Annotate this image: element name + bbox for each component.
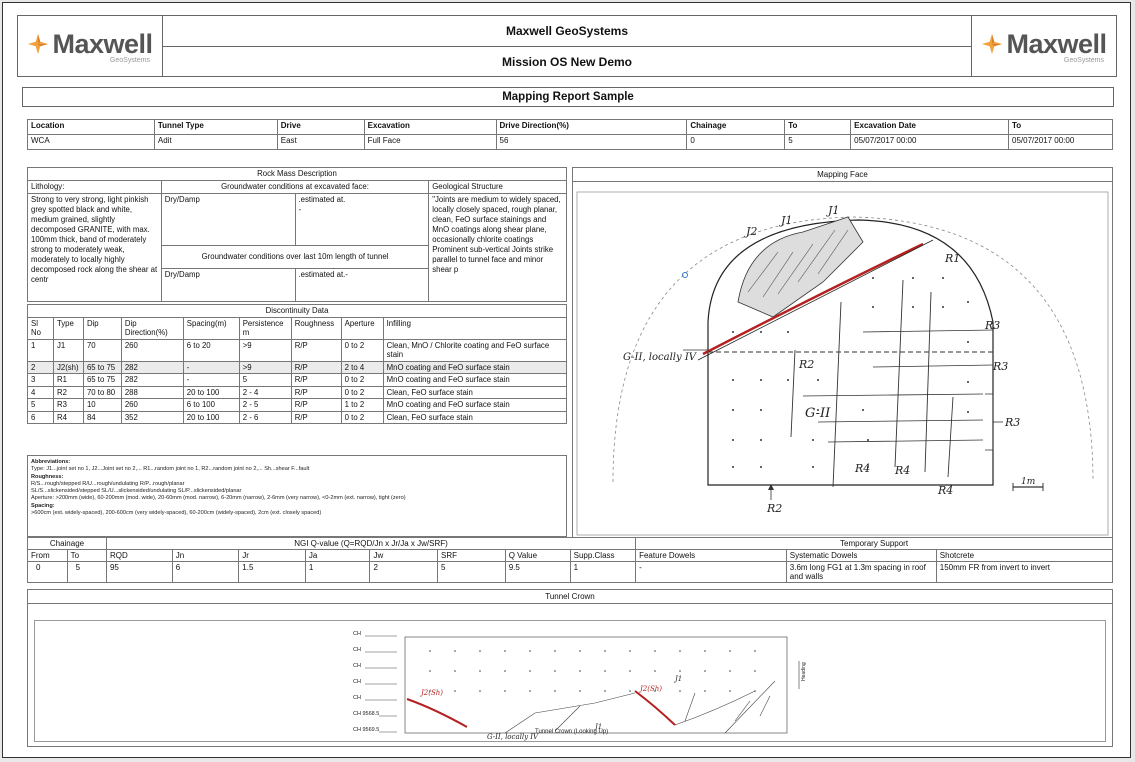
cell: 6 to 100	[183, 399, 239, 412]
cell: 0 to 2	[341, 374, 383, 387]
cell: 20 to 100	[183, 386, 239, 399]
crown-label: G-II, locally IV	[487, 733, 539, 741]
support-header: SRF	[438, 550, 506, 562]
cell: 352	[121, 411, 183, 424]
gw-est-value: -	[298, 205, 302, 214]
cell: R/P	[291, 361, 341, 374]
logo-sub: GeoSystems	[109, 56, 150, 64]
info-value: East	[277, 135, 364, 150]
cell: 2 - 6	[239, 411, 291, 424]
discontinuity-title: Discontinuity Data	[28, 305, 567, 318]
cell: R3	[53, 399, 83, 412]
cell: R1	[53, 374, 83, 387]
title-block	[163, 16, 971, 76]
sketch-label: R2	[767, 502, 783, 515]
support-value-row	[28, 562, 1113, 583]
support-header: To	[67, 550, 106, 562]
info-header: Excavation Date	[851, 120, 1009, 135]
abbr-title: Abbreviations:	[31, 459, 71, 465]
cell: >9	[239, 339, 291, 361]
info-value: WCA	[28, 135, 155, 150]
support-header: RQD	[106, 550, 172, 562]
disc-header: Dip Direction(%)	[121, 317, 183, 339]
report-header	[17, 15, 1117, 77]
disc-header: Roughness	[291, 317, 341, 339]
cell: 288	[121, 386, 183, 399]
ch-label: CH 9569.5	[353, 727, 380, 733]
sketch-label: R4	[855, 462, 871, 475]
cell: 260	[121, 399, 183, 412]
info-header: To	[785, 120, 851, 135]
support-header: Feature Dowels	[636, 550, 787, 562]
support-value: 6	[172, 562, 239, 583]
abbr-roughness: R/S...rough/stepped R/U...rough/undulating R/P...rough/planar	[31, 480, 185, 487]
cell: -	[183, 361, 239, 374]
info-value: 05/07/2017 00:00	[851, 135, 1009, 150]
ch-label: CH	[353, 631, 361, 637]
cell: R2	[53, 386, 83, 399]
cell: -	[183, 374, 239, 387]
cell: 2	[28, 361, 54, 374]
geo-structure-label: Geological Structure	[429, 181, 567, 194]
cell: 2 - 5	[239, 399, 291, 412]
support-value: 1	[570, 562, 635, 583]
cell: 2 - 4	[239, 386, 291, 399]
disc-header: Spacing(m)	[183, 317, 239, 339]
gw-excavated-value: Dry/Damp	[161, 194, 295, 246]
table-row	[28, 374, 567, 387]
sketch-label: R4	[938, 484, 954, 497]
crown-label: J2(Sh)	[640, 685, 663, 693]
cell: J1	[53, 339, 83, 361]
cell: Clean, FeO surface stain	[383, 411, 566, 424]
support-value: 5	[67, 562, 106, 583]
cell: 3	[28, 374, 54, 387]
abbr-aperture: Aperture: >200mm (wide), 60-200mm (mod. wide), 20-60mm (mod. narrow), 6-20mm (narrow), 2-6mm (very narrow), <0-2mm (ext. narrow), tight (zero)	[31, 495, 406, 502]
lithology-label: Lithology:	[28, 181, 162, 194]
cell: 70 to 80	[83, 386, 121, 399]
disc-header: Infilling	[383, 317, 566, 339]
mapping-face-sketch	[573, 182, 1112, 537]
cell: 260	[121, 339, 183, 361]
tunnel-crown-box	[34, 620, 1106, 742]
grid-dots	[429, 650, 756, 692]
cell: 10	[83, 399, 121, 412]
cell: 6 to 20	[183, 339, 239, 361]
cell: 20 to 100	[183, 411, 239, 424]
sketch-label: G-II, locally IV	[623, 352, 696, 363]
info-header: Chainage	[687, 120, 785, 135]
ch-label: CH	[353, 695, 361, 701]
support-header: Systematic Dowels	[786, 550, 936, 562]
cell: R/P	[291, 386, 341, 399]
support-table	[27, 537, 1113, 583]
lithology-text: Strong to very strong, light pinkish grey spotted black and white, medium grained, slightly decomposed GRANITE, with max. 100mm thick, band of moderately strong to moderately weak, moderately to locally highly decomposed rock along the shear at centr	[28, 194, 162, 302]
support-header: Ja	[305, 550, 370, 562]
cell: 65 to 75	[83, 374, 121, 387]
tunnel-crown-title: Tunnel Crown	[28, 590, 1112, 604]
cell: MnO coating and FeO surface stain	[383, 361, 566, 374]
support-header: From	[28, 550, 68, 562]
sketch-label: R3	[985, 319, 1001, 332]
cell: R/P	[291, 339, 341, 361]
crown-label: J1	[675, 675, 683, 683]
info-value: 5	[785, 135, 851, 150]
cell: 282	[121, 361, 183, 374]
info-value: Adit	[154, 135, 277, 150]
cell: 2 to 4	[341, 361, 383, 374]
mapping-face-panel	[572, 167, 1113, 538]
table-row	[28, 361, 567, 374]
support-value: 0	[28, 562, 68, 583]
cell: >9	[239, 361, 291, 374]
info-header: Excavation	[364, 120, 496, 135]
temp-support-title: Temporary Support	[636, 538, 1113, 550]
maxwell-star-icon	[981, 33, 1003, 55]
mapping-face-title: Mapping Face	[573, 168, 1112, 182]
gw-excavated-estimate	[295, 194, 429, 246]
table-row	[28, 339, 567, 361]
report-sheet	[2, 2, 1131, 758]
chainage-title: Chainage	[28, 538, 107, 550]
info-header: Drive	[277, 120, 364, 135]
maxwell-star-icon	[27, 33, 49, 55]
sketch-label: J2	[746, 225, 758, 238]
cell: Clean, FeO surface stain	[383, 386, 566, 399]
sketch-label: R3	[1005, 416, 1021, 429]
disc-header: Persistence m	[239, 317, 291, 339]
gw-last10-label: Groundwater conditions over last 10m length of tunnel	[161, 245, 428, 268]
support-value: 2	[370, 562, 438, 583]
cell: 1	[28, 339, 54, 361]
cell: 0 to 2	[341, 411, 383, 424]
ngi-title: NGI Q-value (Q=RQD/Jn x Jr/Ja x Jw/SRF)	[106, 538, 635, 550]
info-header: Drive Direction(%)	[496, 120, 687, 135]
logo-left	[18, 16, 163, 76]
discontinuity-header-row	[28, 317, 567, 339]
info-header: To	[1009, 120, 1113, 135]
cell: 282	[121, 374, 183, 387]
info-value-row	[28, 135, 1113, 150]
discontinuity-table	[27, 304, 567, 424]
disc-header: Type	[53, 317, 83, 339]
support-value: -	[636, 562, 787, 583]
cell: 0 to 2	[341, 386, 383, 399]
tunnel-crown-sketch	[35, 621, 1105, 741]
report-title: Mapping Report Sample	[22, 87, 1114, 107]
table-row	[28, 386, 567, 399]
rock-mass-panel	[27, 167, 567, 424]
logo-sub: GeoSystems	[1063, 56, 1104, 64]
support-header: Shotcrete	[936, 550, 1112, 562]
cell: R/P	[291, 399, 341, 412]
disc-header: Dip	[83, 317, 121, 339]
sketch-label: R3	[993, 360, 1009, 373]
info-value: Full Face	[364, 135, 496, 150]
cell: 4	[28, 386, 54, 399]
location-info-table	[27, 119, 1113, 150]
crown-label: J2(Sh)	[421, 689, 444, 697]
support-header: Jr	[239, 550, 306, 562]
info-header-row	[28, 120, 1113, 135]
gw-last10-estimate: .estimated at.-	[295, 269, 429, 302]
sketch-label: J1	[781, 214, 793, 227]
cell: MnO coating and FeO surface stain	[383, 374, 566, 387]
support-value: 1.5	[239, 562, 306, 583]
project-name: Mission OS New Demo	[163, 46, 971, 76]
cell: 6	[28, 411, 54, 424]
support-header-row	[28, 550, 1113, 562]
gw-excavated-label: Groundwater conditions at excavated face:	[161, 181, 428, 194]
abbr-spacing-label: Spacing:	[31, 502, 55, 509]
cell: 0 to 2	[341, 339, 383, 361]
table-row	[28, 399, 567, 412]
cell: R/P	[291, 374, 341, 387]
heading-label: Heading	[801, 662, 807, 681]
abbreviations-box	[27, 455, 567, 537]
ch-label: CH	[353, 647, 361, 653]
disc-header: Aperture	[341, 317, 383, 339]
table-row	[28, 411, 567, 424]
support-value: 95	[106, 562, 172, 583]
sketch-label: R4	[895, 464, 911, 477]
gw-last10-value: Dry/Damp	[161, 269, 295, 302]
support-value: 3.6m long FG1 at 1.3m spacing in roof and walls	[786, 562, 936, 583]
info-header: Location	[28, 120, 155, 135]
info-header: Tunnel Type	[154, 120, 277, 135]
abbr-type: Type: J1...joint set no 1, J2...Joint set no 2,... R1...random joint no 1, R2...random joint no 2,... Sh...shear F...fault	[31, 466, 310, 473]
cell: MnO coating and FeO surface stain	[383, 399, 566, 412]
sketch-label: J1	[828, 204, 840, 217]
support-value: 5	[438, 562, 506, 583]
cell: Clean, MnO / Chlorite coating and FeO surface stain	[383, 339, 566, 361]
cell: 5	[239, 374, 291, 387]
support-value: 9.5	[505, 562, 570, 583]
support-header: Q Value	[505, 550, 570, 562]
ch-label: CH	[353, 679, 361, 685]
cell: R4	[53, 411, 83, 424]
sketch-label: R1	[945, 252, 961, 265]
logo-right	[971, 16, 1116, 76]
logo-word: Maxwell	[52, 28, 153, 59]
support-value: 150mm FR from invert to invert	[936, 562, 1112, 583]
sketch-label: R2	[799, 358, 815, 371]
info-value: 0	[687, 135, 785, 150]
abbr-spacing: >600cm (ext. widely-spaced), 200-600cm (very widely-spaced), 60-200cm (widely-spaced), 2cm (ext. closely spaced)	[31, 510, 322, 517]
support-header: Jw	[370, 550, 438, 562]
sketch-label: G-II	[805, 406, 831, 421]
logo-word: Maxwell	[1006, 28, 1107, 59]
info-value: 05/07/2017 00:00	[1009, 135, 1113, 150]
support-header: Jn	[172, 550, 239, 562]
scale-label: 1m	[1021, 477, 1036, 487]
company-name: Maxwell GeoSystems	[505, 24, 629, 38]
info-value: 56	[496, 135, 687, 150]
cell: J2(sh)	[53, 361, 83, 374]
crown-label: J1	[595, 723, 603, 731]
crown-caption: Tunnel Crown (Looking Up)	[535, 729, 609, 735]
abbr-roughness2: SL/S...slickensided/stepped SL/U...slickensided/undulating SL/P...slickensided/planar	[31, 488, 242, 495]
rock-mass-table	[27, 167, 567, 302]
disc-header: Sl No	[28, 317, 54, 339]
cell: 84	[83, 411, 121, 424]
abbr-roughness-label: Roughness:	[31, 473, 64, 480]
cell: 65 to 75	[83, 361, 121, 374]
ch-label: CH	[353, 663, 361, 669]
support-header: Supp.Class	[570, 550, 635, 562]
ch-label: CH 9568.5	[353, 711, 380, 717]
tunnel-crown-panel	[27, 589, 1113, 747]
gw-est-label: .estimated at.	[298, 195, 346, 204]
rock-mass-title: Rock Mass Description	[28, 168, 567, 181]
cell: 70	[83, 339, 121, 361]
cell: R/P	[291, 411, 341, 424]
geo-structure-text: "Joints are medium to widely spaced, locally closely spaced, rough planar, clean, FeO surface stainings and MnO coatings along shear plane, occasionally chlorite coatings Prominent sub-vertical Joints strike parallel to tunnel face and minor shear p	[429, 194, 567, 302]
cell: 5	[28, 399, 54, 412]
cell: 1 to 2	[341, 399, 383, 412]
support-value: 1	[305, 562, 370, 583]
